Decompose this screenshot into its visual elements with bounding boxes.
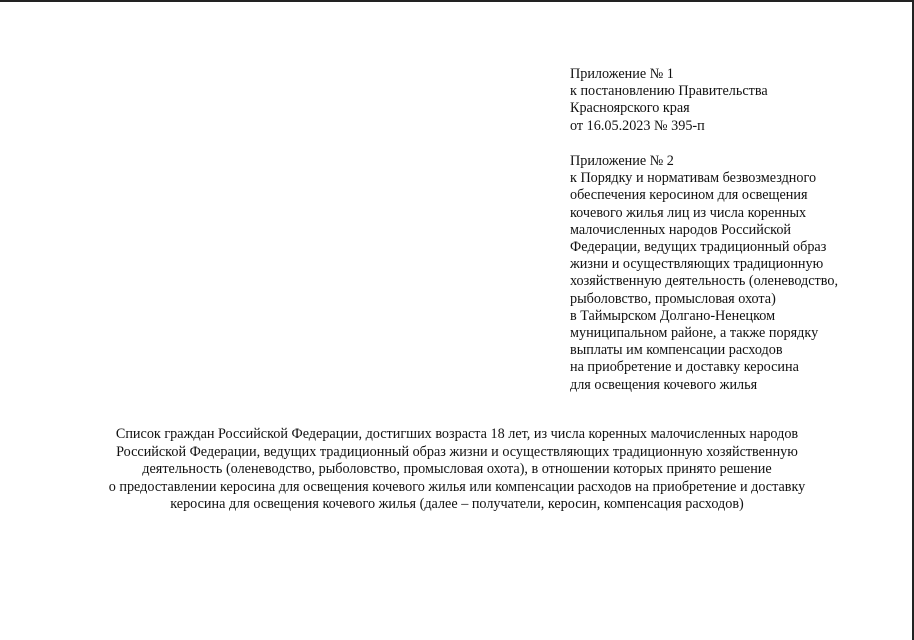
annex-2-line: на приобретение и доставку керосина <box>570 359 799 376</box>
page-edge-top <box>0 0 914 2</box>
annex-2-line: рыболовство, промысловая охота) <box>570 290 776 307</box>
annex-2-line: жизни и осуществляющих традиционную <box>570 256 824 273</box>
annex-2-line: Приложение № 2 <box>570 153 674 169</box>
annex-2-line: малочисленных народов Российской <box>570 221 792 238</box>
list-title-line: Российской Федерации, ведущих традиционный образ жизни и осуществляющих традиционную хозяйственную <box>116 443 798 460</box>
annex-2-line: к Порядку и нормативам безвозмездного <box>570 170 817 187</box>
annex-2-line: муниципальном районе, а также порядку <box>570 325 819 342</box>
annex-2-line: обеспечения керосином для освещения <box>570 187 808 204</box>
list-title-line: о предоставлении керосина для освещения кочевого жилья или компенсации расходов на приобретение и доставку <box>108 478 806 495</box>
list-title-line: керосина для освещения кочевого жилья (далее – получатели, керосин, компенсация расходов) <box>170 496 744 513</box>
annex-2-line: для освещения кочевого жилья <box>570 376 758 393</box>
annex-1-line: от 16.05.2023 № 395-п <box>570 117 705 134</box>
annex-2-line: в Таймырском Долгано-Ненецком <box>570 307 776 324</box>
annex-1-line: Красноярского края <box>570 100 690 117</box>
annex-2-header <box>570 153 838 394</box>
annex-2-line: Федерации, ведущих традиционный образ <box>570 239 827 256</box>
annex-2-line: хозяйственную деятельность (оленеводство, <box>570 273 838 290</box>
annex-2-line: кочевого жилья лиц из числа коренных <box>570 204 807 221</box>
list-title <box>20 426 894 514</box>
annex-1-line: к постановлению Правительства <box>570 83 768 100</box>
annex-1-line: Приложение № 1 <box>570 66 674 82</box>
list-title-line: деятельность (оленеводство, рыболовство, промысловая охота), в отношении которых принято решение <box>142 461 772 478</box>
annex-1-header <box>570 66 768 135</box>
list-title-line: Список граждан Российской Федерации, достигших возраста 18 лет, из числа коренных малочисленных народов <box>115 426 799 442</box>
annex-2-line: выплаты им компенсации расходов <box>570 342 783 359</box>
